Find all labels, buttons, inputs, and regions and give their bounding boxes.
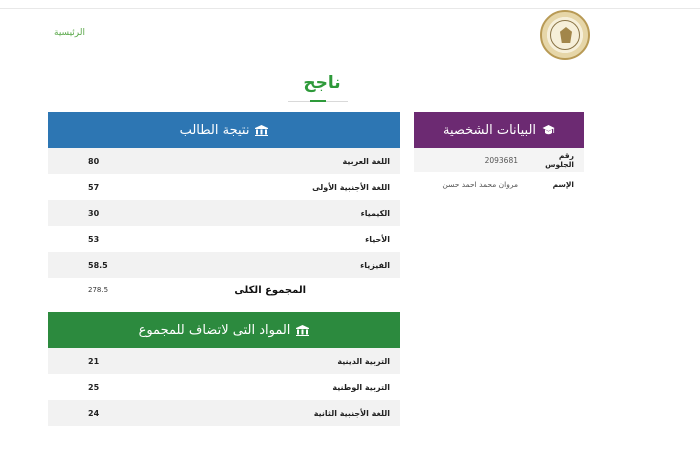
ministry-logo (540, 10, 590, 60)
seat-number-label: رقم الجلوس (545, 151, 574, 169)
personal-data-rows (414, 148, 584, 196)
grade-row (48, 252, 400, 278)
seat-number-row (414, 148, 584, 172)
top-divider (0, 8, 700, 9)
grade-row (48, 400, 400, 426)
grade-row (48, 148, 400, 174)
seat-number-value: 2093681 (484, 155, 518, 165)
subject-grade: 25 (88, 382, 100, 392)
total-row (48, 278, 400, 302)
student-result-header (48, 112, 400, 148)
personal-data-title: البيانات الشخصية (442, 122, 537, 138)
subject-grade: 24 (88, 408, 100, 418)
subject-grade: 58.5 (88, 260, 108, 270)
student-result-title: نتيجة الطالب (179, 122, 250, 138)
grade-row (48, 348, 400, 374)
student-result-rows (48, 148, 400, 278)
name-row (414, 172, 584, 196)
result-status (296, 72, 348, 94)
non-total-subjects-header (48, 312, 400, 348)
name-label: الإسم (552, 179, 574, 189)
subject-name: الأحياء (365, 234, 390, 244)
subject-name: الفيزياء (360, 260, 390, 270)
subject-name: التربية الدينية (337, 356, 390, 366)
grade-row (48, 226, 400, 252)
school-icon (255, 125, 268, 136)
eagle-emblem-icon (550, 20, 580, 50)
subject-grade: 53 (88, 234, 100, 244)
subject-name: اللغة الأجنبية الأولى (312, 182, 390, 192)
grade-row (48, 374, 400, 400)
subject-grade: 80 (88, 156, 100, 166)
grade-row (48, 200, 400, 226)
grade-row (48, 174, 400, 200)
subject-name: اللغة الأجنبية الثانية (313, 408, 390, 418)
name-value: مروان محمد احمد حسن (442, 179, 518, 189)
home-link[interactable]: الرئيسية (54, 28, 85, 38)
non-total-subjects-panel (48, 312, 400, 426)
total-value: 278.5 (88, 286, 109, 294)
personal-data-header (414, 112, 584, 148)
subject-name: اللغة العربية (342, 156, 390, 166)
status-underline (288, 101, 348, 102)
subject-grade: 57 (88, 182, 100, 192)
subject-grade: 30 (88, 208, 100, 218)
status-text: ناجح (303, 73, 341, 93)
subject-grade: 21 (88, 356, 100, 366)
school-icon (296, 325, 309, 336)
total-label: المجموع الكلى (234, 284, 306, 296)
non-total-subjects-title: المواد التى لاتضاف للمجموع (138, 322, 291, 338)
subject-name: التربية الوطنية (332, 382, 390, 392)
subject-name: الكيمياء (360, 208, 390, 218)
student-result-panel (48, 112, 400, 302)
non-total-subjects-rows (48, 348, 400, 426)
graduation-cap-icon (542, 125, 555, 136)
personal-data-panel (414, 112, 584, 196)
